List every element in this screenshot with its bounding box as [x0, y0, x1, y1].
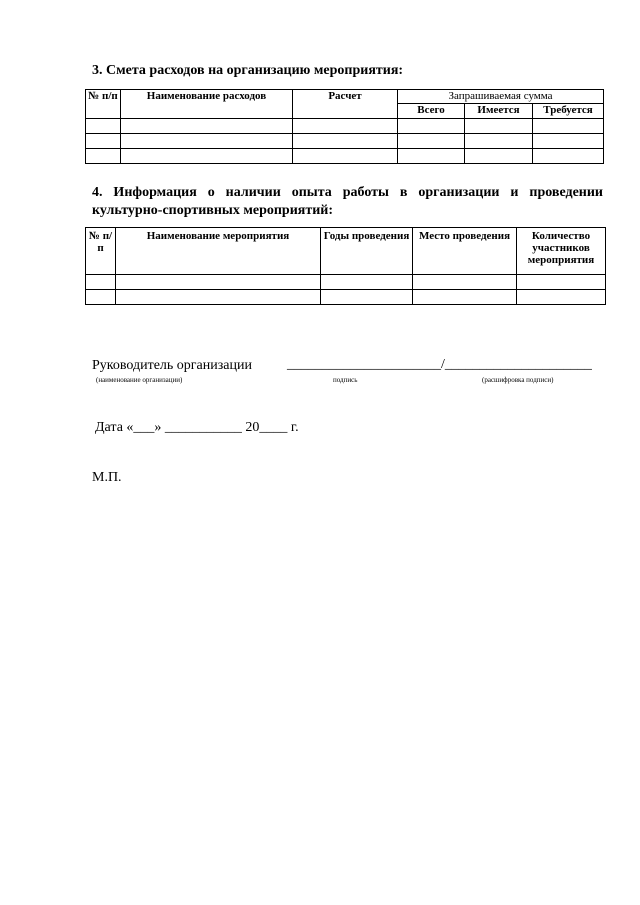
header-calculation: Расчет — [293, 90, 398, 119]
table-row — [86, 134, 604, 149]
date-line: Дата «___» ___________ 20____ г. — [95, 420, 299, 435]
header-years: Годы проведения — [321, 228, 413, 275]
table-row — [86, 275, 606, 290]
section-3-title: 3. Смета расходов на организацию мероприятия: — [92, 63, 404, 78]
header-participants: Количество участников мероприятия — [517, 228, 606, 275]
header-total: Всего — [398, 104, 465, 119]
expense-estimate-table — [85, 89, 604, 164]
signature-label: Руководитель организации — [92, 358, 252, 373]
header-expense-name: Наименование расходов — [121, 90, 293, 119]
caption-decoding: (расшифровка подписи) — [482, 376, 554, 384]
header-place: Место проведения — [413, 228, 517, 275]
caption-signature: подпись — [333, 376, 358, 384]
table-row — [86, 149, 604, 164]
header-num: № п/п — [86, 90, 121, 119]
caption-organization: (наименование организации) — [96, 376, 183, 384]
table-row — [86, 290, 606, 305]
section-4-title: 4. Информация о наличии опыта работы в организации и проведении культурно-спортивных мероприятий: — [92, 185, 603, 218]
header-required: Требуется — [533, 104, 604, 119]
table-row — [86, 119, 604, 134]
signature-line: ______________________/_____________________ — [287, 357, 592, 372]
experience-table — [85, 227, 606, 305]
header-requested-amount: Запрашиваемая сумма — [398, 90, 604, 104]
stamp-place: М.П. — [92, 470, 122, 485]
header-num: № п/п — [86, 228, 116, 275]
header-available: Имеется — [465, 104, 533, 119]
header-event-name: Наименование мероприятия — [116, 228, 321, 275]
